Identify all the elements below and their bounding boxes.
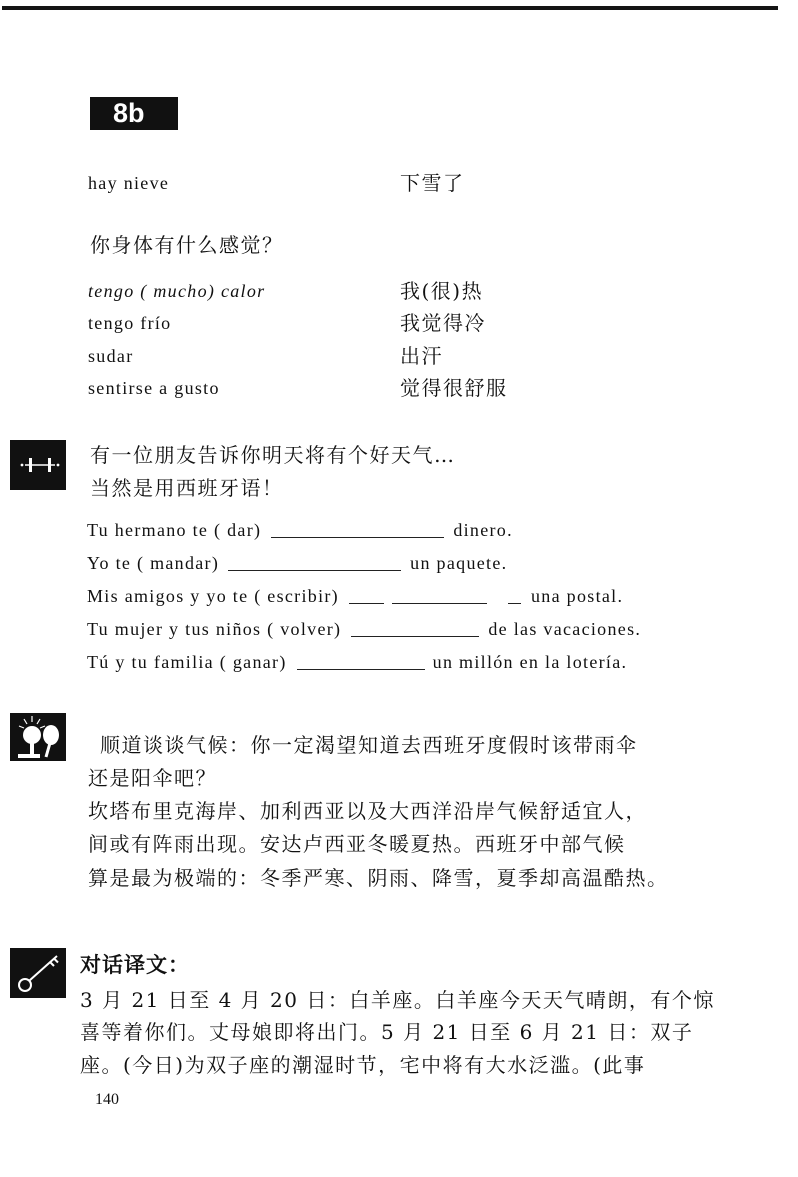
translation-line: 座。(今日)为双子座的潮湿时节，宅中将有大水泛滥。(此事 bbox=[80, 1052, 646, 1077]
section-label: 8b bbox=[90, 97, 178, 130]
culture-line: 坎塔布里克海岸、加利西亚以及大西洋沿岸气候舒适宜人， bbox=[88, 799, 647, 823]
vocab-spanish: tengo ( mucho) calor bbox=[88, 281, 266, 301]
exercise-ending: un millón en la lotería. bbox=[432, 651, 628, 672]
exercise-list bbox=[87, 514, 641, 679]
feelings-question: 你身体有什么感觉？ bbox=[90, 233, 284, 257]
exercise-icon-box bbox=[10, 440, 66, 490]
vocab-spanish: sentirse a gusto bbox=[88, 377, 220, 398]
exercise-row bbox=[87, 646, 641, 679]
exercise-ending: una postal. bbox=[530, 585, 624, 606]
culture-line: 间或有阵雨出现。安达卢西亚冬暖夏热。西班牙中部气候 bbox=[88, 832, 626, 857]
translation-line: 喜等着你们。丈母娘即将出门。5 月 21 日至 6 月 21 日：双子 bbox=[80, 1020, 694, 1045]
culture-note bbox=[88, 729, 669, 895]
vocab-row bbox=[0, 340, 700, 372]
translation-text bbox=[80, 984, 715, 1082]
answer-blank bbox=[228, 557, 401, 571]
vocab-chinese: 出汗 bbox=[400, 343, 443, 368]
exercise-row bbox=[87, 514, 641, 547]
exercise-prompt: Yo te ( mandar) bbox=[87, 552, 220, 573]
exercise-prompt: Tú y tu familia ( ganar) bbox=[87, 651, 287, 672]
vocab-spanish: hay nieve bbox=[88, 173, 170, 193]
feelings-vocab-list bbox=[0, 275, 700, 404]
answer-blank bbox=[349, 590, 384, 604]
vocab-row bbox=[0, 168, 700, 198]
answer-blank bbox=[351, 623, 479, 637]
culture-line: 算是最为极端的：冬季严寒、阴雨、降雪，夏季却高温酷热。 bbox=[88, 865, 669, 890]
vocab-chinese: 我(很)热 bbox=[400, 279, 484, 303]
answer-blank bbox=[271, 524, 444, 538]
translation-heading: 对话译文： bbox=[80, 953, 190, 977]
exercise-ending: dinero. bbox=[453, 519, 513, 540]
culture-line: 还是阳伞吧？ bbox=[88, 765, 217, 790]
answer-blank bbox=[508, 590, 521, 604]
culture-line: 顺道谈谈气候：你一定渴望知道去西班牙度假时该带雨伞 bbox=[100, 732, 638, 757]
instruction-line: 当然是用西班牙语！ bbox=[90, 476, 284, 500]
exercise-prompt: Tu hermano te ( dar) bbox=[87, 519, 262, 540]
vocab-chinese: 觉得很舒服 bbox=[400, 375, 508, 400]
vocab-spanish: tengo frío bbox=[88, 313, 172, 334]
vocab-chinese: 下雪了 bbox=[400, 171, 465, 195]
top-rule bbox=[2, 6, 778, 10]
vocab-row bbox=[0, 372, 700, 404]
exercise-row bbox=[87, 613, 641, 646]
vocab-row bbox=[0, 275, 700, 307]
instruction-line: 有一位朋友告诉你明天将有个好天气… bbox=[90, 443, 456, 467]
exercise-row bbox=[87, 580, 641, 613]
exercise-ending: un paquete. bbox=[410, 552, 508, 573]
exercise-prompt: Tu mujer y tus niños ( volver) bbox=[87, 618, 342, 639]
key-icon bbox=[10, 948, 66, 998]
translation-line: 3 月 21 日至 4 月 20 日：白羊座。白羊座今天天气晴朗，有个惊 bbox=[80, 987, 715, 1012]
culture-icon-box bbox=[10, 713, 66, 761]
exercise-prompt: Mis amigos y yo te ( escribir) bbox=[87, 585, 339, 606]
translation-icon-box bbox=[10, 948, 66, 998]
vocab-chinese: 我觉得冷 bbox=[400, 311, 486, 336]
page-number: 140 bbox=[95, 1091, 119, 1108]
trees-icon bbox=[10, 713, 66, 761]
vocab-row bbox=[0, 307, 700, 339]
vocab-spanish: sudar bbox=[88, 345, 134, 366]
answer-blank bbox=[392, 590, 487, 604]
exercise-ending: de las vacaciones. bbox=[488, 618, 642, 639]
exercise-row bbox=[87, 547, 641, 580]
dumbbell-icon bbox=[10, 440, 66, 490]
exercise-instructions bbox=[90, 439, 456, 505]
answer-blank bbox=[297, 656, 425, 670]
